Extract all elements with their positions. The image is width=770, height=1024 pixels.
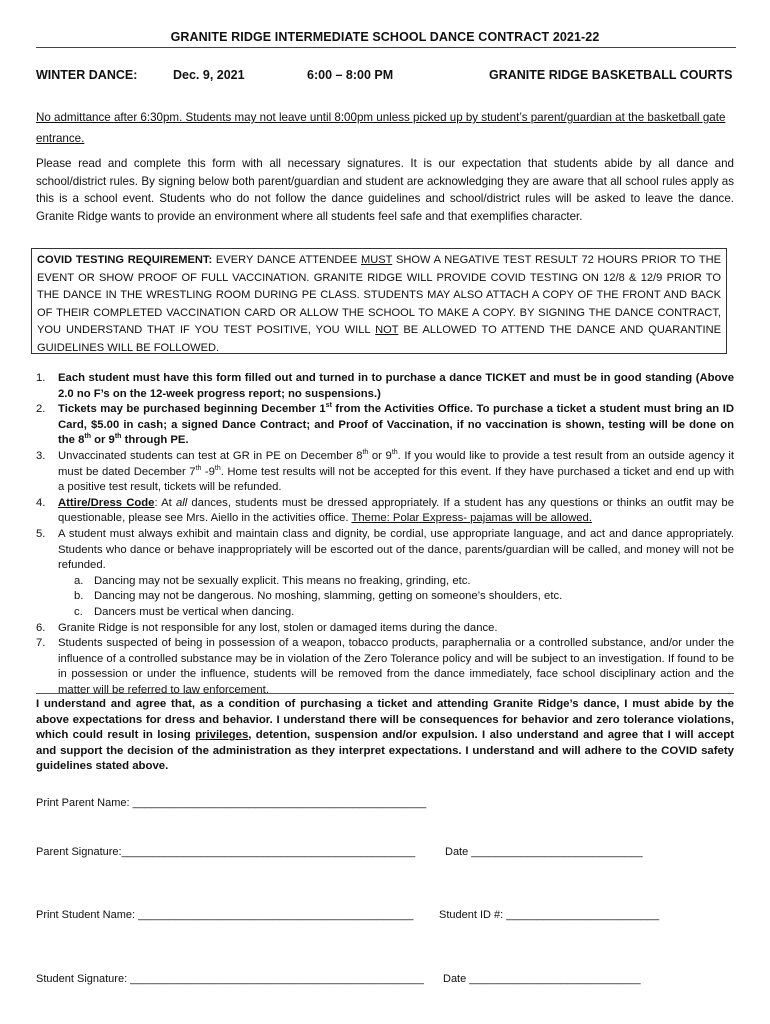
rule-text: Students suspected of being in possession of a weapon, tobacco products, paraphernalia or a controlled substance, and/or under the influence of a controlled substance may be in violation of the Zero Tolerance policy and will be subject to an investigation. If found to be in possession or under the influence, students will be removed from the dance immediately, face school disciplinary action and the matter will be referred to law enforcement. — [58, 637, 734, 696]
rule-number: 3. — [36, 449, 46, 462]
rule-text — [58, 403, 734, 446]
student-date-field[interactable]: Date ____________________________ — [443, 973, 641, 985]
agreement-text-part: I understand and agree that, as a condition of purchasing a ticket and attending Granite Ridge’s dance, I must abide by the above expectations for dress and behavior. I understand there will be consequences for behavior and zero tolerance violations, which could result in losing — [36, 698, 734, 742]
rule-text-part: from the Activities Office. To purchase a ticket a student must bring an ID Card, $5.00 in cash; a signed Dance Contract; and Proof of Vaccination, if no vaccination is shown, testing will be done on the 8 — [58, 403, 734, 447]
covid-text-3: BE ALLOWED TO ATTEND THE DANCE AND QUARANTINE GUIDELINES WILL BE FOLLOWED. — [37, 324, 721, 354]
rule-number: 7. — [36, 637, 46, 650]
rule-text-part: Unvaccinated students can test at GR in PE on December 8 — [58, 449, 363, 462]
ordinal-suffix: th — [114, 433, 122, 441]
ordinal-suffix: th — [195, 464, 202, 472]
admittance-notice: No admittance after 6:30pm. Students may not leave until 8:00pm unless picked up by student’s parent/guardian at the basketball gate entrance. — [36, 111, 726, 145]
rule-text-part: Tickets may be purchased beginning December 1 — [58, 403, 326, 416]
event-label: WINTER DANCE: — [36, 68, 138, 82]
event-time: 6:00 – 8:00 PM — [307, 68, 394, 82]
rule-item — [36, 402, 734, 449]
rule-item — [36, 621, 734, 637]
rule-item — [36, 496, 734, 527]
covid-text-1: EVERY DANCE ATTENDEE — [212, 254, 361, 266]
sub-rule-item — [36, 589, 734, 605]
rule-text-part: . Home test results will not be accepted for this event. If they have purchased a ticket and end up with a positive test result, tickets will be refunded. — [58, 465, 734, 494]
sub-rule-letter: b. — [74, 590, 84, 603]
rule-number: 5. — [36, 527, 46, 540]
document-title: GRANITE RIDGE INTERMEDIATE SCHOOL DANCE CONTRACT 2021-22 — [170, 30, 600, 44]
rule-text-part: dances, students must be dressed appropriately. If a student has any questions or thinks an outfit may be questionable, please see Mrs. Aiello in the activities office. — [58, 496, 734, 525]
student-name-field[interactable]: Print Student Name: _____________________________________________ — [36, 909, 414, 921]
rule-text-part: or 9 — [368, 449, 392, 462]
event-date: Dec. 9, 2021 — [173, 68, 245, 82]
rule-item — [36, 527, 734, 574]
rule-number: 4. — [36, 496, 46, 509]
parent-signature-row — [36, 846, 643, 858]
ordinal-suffix: th — [391, 449, 398, 457]
rule-item — [36, 449, 734, 496]
student-signature-field[interactable]: Student Signature: ________________________________________________ — [36, 973, 424, 985]
rules-list — [36, 371, 734, 698]
ordinal-suffix: th — [84, 433, 91, 441]
sub-rule-text: Dancers must be vertical when dancing. — [94, 605, 295, 618]
ordinal-suffix: th — [362, 449, 369, 457]
parent-signature-field[interactable]: Parent Signature:________________________________________________ — [36, 846, 416, 858]
covid-requirement-box — [31, 248, 727, 354]
sub-rule-text: Dancing may not be sexually explicit. This means no freaking, grinding, etc. — [94, 574, 471, 587]
dress-code-label: Attire/Dress Code — [58, 496, 155, 509]
rule-item — [36, 636, 734, 698]
covid-heading: COVID TESTING REQUIREMENT: — [37, 254, 213, 266]
rule-text: Each student must have this form filled out and turned in to purchase a dance TICKET and must be in good standing (Above 2.0 no F’s on the 12-week progress report; no suspensions.) — [58, 372, 734, 400]
rule-text-part: through PE. — [121, 434, 189, 447]
covid-must: MUST — [361, 254, 393, 266]
rule-text-part: . If you would like to provide a test result from an outside agency it must be dated December 7 — [58, 449, 735, 478]
agreement-divider — [36, 693, 734, 694]
sub-rule-text: Dancing may not be dangerous. No moshing, slamming, getting on someone’s shoulders, etc. — [94, 590, 563, 603]
sub-rule-item — [36, 605, 734, 621]
intro-paragraph: Please read and complete this form with all necessary signatures. It is our expectation that students abide by all dance and school/district rules. By signing below both parent/guardian and student are acknowledging they are aware that all school rules apply as this is a school event. Students who do not follow the dance guidelines and school/district rules will be asked to leave the dance. Granite Ridge wants to provide an environment where all students feel safe and that exemplifies character. — [36, 157, 734, 223]
sub-rule-letter: c. — [74, 605, 83, 618]
parent-date-field[interactable]: Date ____________________________ — [445, 846, 643, 858]
ordinal-suffix: st — [325, 402, 332, 410]
agreement-text-part: , detention, suspension and/or expulsion. I also understand and agree that I will accept and support the decision of the administration as they interpret expectations. I understand and will adhere to the COVID safety guidelines stated above. — [36, 729, 734, 773]
rule-number: 1. — [36, 372, 46, 384]
student-signature-row — [36, 973, 641, 985]
agreement-statement — [36, 697, 734, 775]
covid-not: NOT — [375, 324, 399, 337]
ordinal-suffix: th — [214, 464, 221, 472]
rule-text-part: : At — [154, 496, 176, 509]
rule-item — [36, 371, 734, 402]
sub-rule-letter: a. — [74, 574, 84, 587]
rule-text-part: -9 — [201, 465, 215, 478]
rule-text: A student must always exhibit and maintain class and dignity, be cordial, use appropriate language, and act and dance appropriately. Students who dance or behave inappropriately will be escorted out of the dance, parents/guardian will be called, and money will not be refunded. — [58, 527, 734, 572]
dance-theme: Theme: Polar Express- pajamas will be allowed. — [351, 512, 592, 525]
title-divider — [36, 47, 736, 48]
student-id-field[interactable]: Student ID #: _________________________ — [439, 909, 660, 921]
parent-name-field[interactable] — [36, 797, 426, 809]
rule-text: Granite Ridge is not responsible for any lost, stolen or damaged items during the dance. — [58, 621, 498, 634]
event-location: GRANITE RIDGE BASKETBALL COURTS — [489, 68, 733, 82]
rule-text-part: or 9 — [90, 434, 115, 447]
rule-text-emphasis: all — [175, 496, 188, 509]
covid-text-2: SHOW A NEGATIVE TEST RESULT 72 HOURS PRIOR TO THE EVENT OR SHOW PROOF OF FULL VACCINATION. GRANITE RIDGE WILL PROVIDE COVID TESTING ON 12/8 & 12/9 PRIOR TO THE DANCE IN THE WRESTLING ROOM DURING PE CLASS. STUDENTS MAY ALSO ATTACH A COPY OF THE FRONT AND BACK OF THEIR COMPLETED VACCINATION CARD OR ALLOW THE SCHOOL TO MAKE A COPY. BY SIGNING THE DANCE CONTRACT, YOU UNDERSTAND THAT IF YOU TEST POSITIVE, YOU WILL — [37, 254, 722, 337]
rule-number: 2. — [36, 403, 46, 416]
rule-number: 6. — [36, 621, 46, 634]
sub-rule-item — [36, 574, 734, 590]
parent-name-label: Print Parent Name: ________________________________________________ — [36, 797, 427, 809]
student-name-row — [36, 909, 660, 921]
agreement-privileges: privileges — [195, 729, 249, 742]
